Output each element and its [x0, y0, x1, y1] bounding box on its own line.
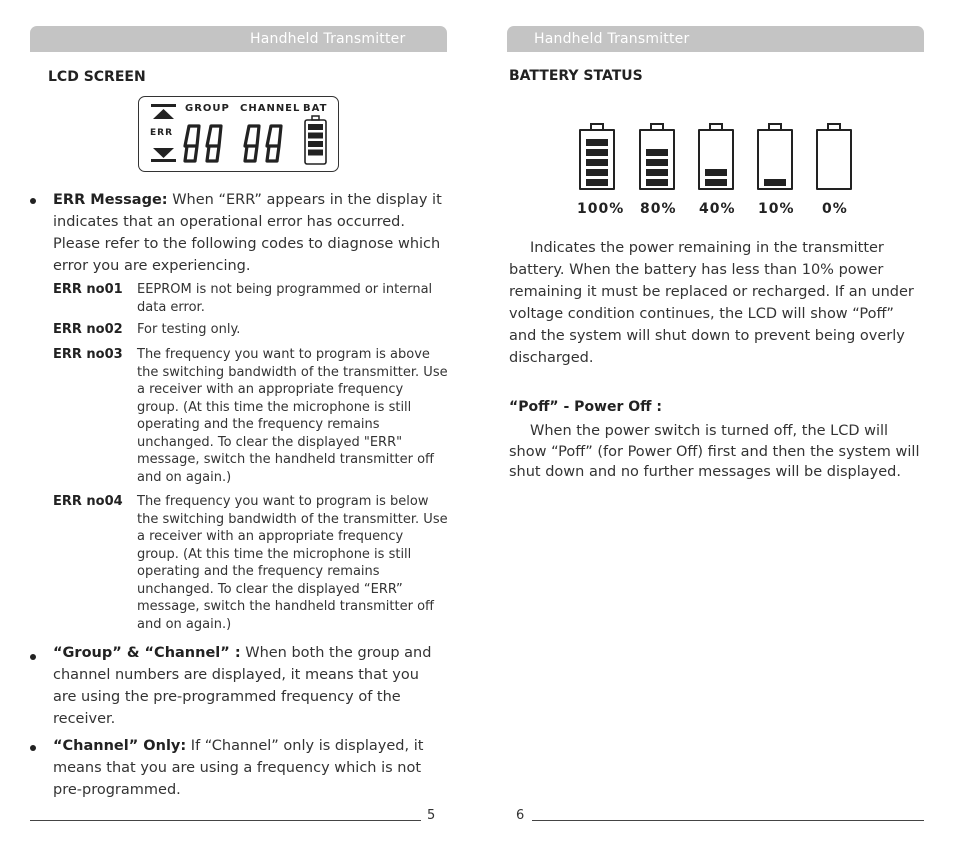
bullet-dot	[30, 654, 36, 660]
battery-80-icon	[636, 121, 680, 191]
up-arrow-icon	[151, 104, 176, 119]
left-header-title: Handheld Transmitter	[250, 31, 406, 47]
lcd-err-label: ERR	[150, 128, 174, 138]
battery-0-icon	[813, 121, 857, 191]
channel-only-text: If “Channel” only is displayed, it means that you are using a frequency which is not pre-programmed.	[53, 738, 424, 798]
battery-segment	[586, 139, 608, 146]
error-description: The frequency you want to program is above the switching bandwidth of the transmitter. Use a receiver with an appropriate frequency group. (At this time the microphone is still operating and the frequency remains unchanged. To clear the displayed "ERR" message, switch the handheld transmitter off and on again.)	[137, 347, 448, 485]
left-header-bar	[30, 26, 447, 52]
group-channel-title: “Group” & “Channel” :	[53, 645, 241, 661]
battery-description-paragraph: Indicates the power remaining in the transmitter battery. When the battery has less than 10% power remaining it must be replaced or recharged. If an under voltage condition continues, the LCD will show “Poff” and the system will shut down to prevent being overly discharged.	[509, 240, 914, 366]
battery-section-title: BATTERY STATUS	[509, 68, 643, 84]
lcd-section-title: LCD SCREEN	[48, 69, 146, 85]
battery-segment	[646, 149, 668, 156]
lcd-display-illustration	[138, 96, 339, 172]
battery-label: 0%	[822, 201, 848, 217]
error-description: EEPROM is not being programmed or internal data error.	[137, 282, 433, 315]
battery-segment	[764, 179, 786, 186]
group-channel-paragraph	[53, 642, 446, 730]
right-header-bar	[507, 26, 924, 52]
err-message-paragraph	[53, 189, 446, 277]
battery-body	[817, 130, 851, 189]
battery-label: 100%	[577, 201, 625, 217]
battery-segment	[586, 169, 608, 176]
error-code: ERR no04	[53, 494, 123, 509]
battery-segment	[586, 159, 608, 166]
channel-only-paragraph	[53, 735, 446, 801]
right-footer-rule	[532, 820, 924, 821]
bullet-dot	[30, 745, 36, 751]
error-code: ERR no02	[53, 322, 123, 337]
error-code: ERR no03	[53, 347, 123, 362]
lcd-channel-label: CHANNEL	[240, 103, 301, 114]
battery-label: 10%	[758, 201, 795, 217]
channel-only-title: “Channel” Only:	[53, 738, 187, 754]
lcd-battery-icon	[305, 116, 326, 164]
err-message-title: ERR Message:	[53, 192, 168, 208]
bullet-dot	[30, 198, 36, 204]
battery-segment	[646, 179, 668, 186]
battery-10-icon	[754, 121, 798, 191]
lcd-group-label: GROUP	[185, 103, 230, 114]
left-page-number: 5	[427, 808, 436, 823]
battery-40-icon	[695, 121, 739, 191]
poff-title: “Poff” - Power Off :	[509, 399, 662, 415]
battery-segment	[705, 179, 727, 186]
poff-description-paragraph: When the power switch is turned off, the LCD will show “Poff” (for Power Off) first and then the system will shut down and no further messages will be displayed.	[509, 423, 920, 480]
down-arrow-icon	[151, 148, 176, 162]
battery-segment	[646, 159, 668, 166]
error-code: ERR no01	[53, 282, 123, 297]
battery-100-icon	[576, 121, 620, 191]
battery-label: 80%	[640, 201, 677, 217]
lcd-bat-label: BAT	[303, 103, 328, 114]
group-channel-text: When both the group and channel numbers are displayed, it means that you are using the pre-programmed frequency of the receiver.	[53, 645, 432, 727]
right-header-title: Handheld Transmitter	[534, 31, 690, 47]
battery-label: 40%	[699, 201, 736, 217]
err-message-text: When “ERR” appears in the display it indicates that an operational error has occurred. Please refer to the following codes to diagnose which error you are experiencing.	[53, 192, 442, 274]
battery-segment	[705, 169, 727, 176]
battery-segment	[586, 179, 608, 186]
battery-segment	[586, 149, 608, 156]
battery-segment	[646, 169, 668, 176]
error-description: The frequency you want to program is below the switching bandwidth of the transmitter. Use a receiver with an appropriate frequency group. (At this time the microphone is still operating and the frequency remains unchanged. To clear the displayed “ERR” message, switch the handheld transmitter off and on again.)	[137, 494, 448, 632]
error-description: For testing only.	[137, 322, 241, 337]
segment-digits-icon	[185, 126, 281, 161]
right-page-number: 6	[516, 808, 525, 823]
left-footer-rule	[30, 820, 421, 821]
